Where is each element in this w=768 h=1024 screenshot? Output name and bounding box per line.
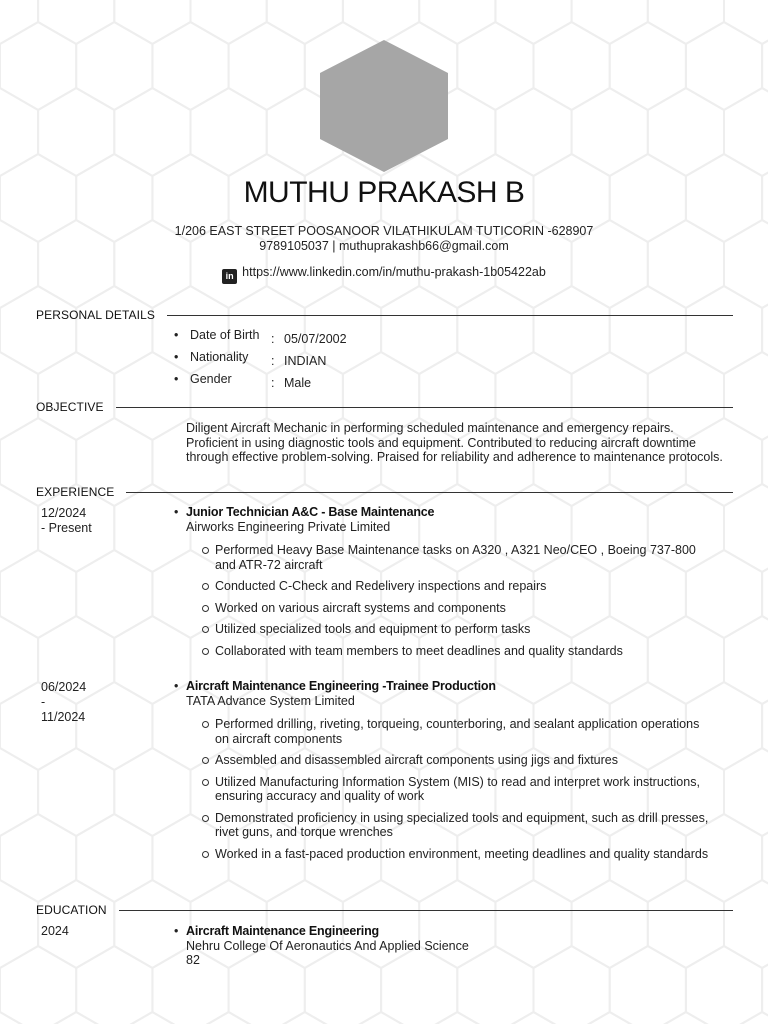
linkedin-icon: in <box>222 269 237 284</box>
job-date-separator: - <box>41 695 46 709</box>
list-item <box>215 753 715 768</box>
job-date <box>41 506 92 535</box>
job-entry <box>174 679 734 708</box>
task-text: Demonstrated proficiency in using specialized tools and equipment, such as drill presses, rivet guns, and torque wrenches <box>215 810 709 839</box>
circle-bullet-icon <box>202 779 209 786</box>
job-title: Aircraft Maintenance Engineering -Trainee Production <box>186 679 496 693</box>
section-title: EXPERIENCE <box>36 485 115 499</box>
job-entry <box>174 505 734 534</box>
list-item <box>215 847 715 862</box>
job-title-row <box>174 505 734 520</box>
job-date-end: 11/2024 <box>41 710 86 724</box>
detail-value: Male <box>284 376 312 390</box>
section-title: PERSONAL DETAILS <box>36 308 155 322</box>
list-item <box>215 579 715 594</box>
circle-bullet-icon <box>202 605 209 612</box>
task-text: Performed drilling, riveting, torqueing, counterboring, and sealant application operations on aircraft components <box>215 717 700 746</box>
job-title: Junior Technician A&C - Base Maintenance <box>186 505 435 519</box>
list-item <box>215 811 715 840</box>
bullet-icon: • <box>174 505 179 519</box>
section-divider <box>126 492 733 493</box>
list-item <box>215 601 715 616</box>
contact-separator: | <box>332 239 336 253</box>
detail-colon: : <box>271 354 275 368</box>
section-title: EDUCATION <box>36 903 107 917</box>
degree-title: Aircraft Maintenance Engineering <box>186 924 379 938</box>
list-item <box>215 622 715 637</box>
detail-colon: : <box>271 376 275 390</box>
list-item <box>215 543 715 572</box>
education-entry <box>174 924 734 968</box>
circle-bullet-icon <box>202 626 209 633</box>
circle-bullet-icon <box>202 721 209 728</box>
detail-key: Nationality <box>190 350 249 364</box>
circle-bullet-icon <box>202 547 209 554</box>
list-item <box>215 775 715 804</box>
linkedin-line <box>0 265 768 284</box>
bullet-icon: • <box>174 350 179 364</box>
education-score: 82 <box>186 953 200 967</box>
list-item <box>215 644 715 659</box>
job-company: Airworks Engineering Private Limited <box>186 519 391 534</box>
section-experience <box>36 484 733 500</box>
section-divider <box>167 315 733 316</box>
detail-value: INDIAN <box>284 354 327 368</box>
bullet-icon: • <box>174 679 179 693</box>
address: 1/206 EAST STREET POOSANOOR VILATHIKULAM TUTICORIN -628907 <box>174 224 594 238</box>
bullet-icon: • <box>174 328 179 342</box>
task-text: Worked on various aircraft systems and components <box>215 600 506 615</box>
phone: 9789105037 <box>259 239 329 253</box>
task-text: Conducted C-Check and Redelivery inspections and repairs <box>215 579 547 593</box>
profile-photo-placeholder-icon <box>320 40 448 172</box>
section-divider <box>119 910 733 911</box>
detail-key: Gender <box>190 372 232 386</box>
section-divider <box>116 407 733 408</box>
job-date-start: 12/2024 <box>41 506 87 520</box>
section-personal-details <box>36 307 733 323</box>
task-text: Collaborated with team members to meet deadlines and quality standards <box>215 643 623 658</box>
degree-row <box>174 924 734 939</box>
phone-email-line <box>0 239 768 253</box>
job-date-end: - Present <box>41 520 92 535</box>
education-year: 2024 <box>41 924 69 938</box>
task-text: Performed Heavy Base Maintenance tasks on A320 , A321 Neo/CEO , Boeing 737-800 and ATR-72 aircraft <box>215 543 696 572</box>
circle-bullet-icon <box>202 851 209 858</box>
bullet-icon: • <box>174 372 179 386</box>
linkedin-url[interactable]: https://www.linkedin.com/in/muthu-prakash-1b05422ab <box>242 265 546 279</box>
institution: Nehru College Of Aeronautics And Applied Science <box>186 938 469 953</box>
email[interactable]: muthuprakashb66@gmail.com <box>339 239 509 253</box>
detail-value: 05/07/2002 <box>284 332 347 346</box>
job-date-start: 06/2024 <box>41 680 87 694</box>
list-item <box>215 717 715 746</box>
bullet-icon: • <box>174 924 179 938</box>
candidate-name: MUTHU PRAKASH B <box>243 176 525 209</box>
job-company: TATA Advance System Limited <box>186 693 355 708</box>
job-date <box>41 680 86 725</box>
task-text: Worked in a fast-paced production environment, meeting deadlines and quality standards <box>215 846 709 861</box>
task-text: Utilized specialized tools and equipment to perform tasks <box>215 622 531 636</box>
job-task-list <box>215 543 715 658</box>
section-title: OBJECTIVE <box>36 400 104 414</box>
circle-bullet-icon <box>202 757 209 764</box>
job-title-row <box>174 679 734 694</box>
section-education <box>36 902 733 918</box>
job-task-list <box>215 717 715 861</box>
circle-bullet-icon <box>202 583 209 590</box>
detail-colon: : <box>271 332 275 346</box>
circle-bullet-icon <box>202 648 209 655</box>
section-objective <box>36 399 733 415</box>
task-text: Assembled and disassembled aircraft components using jigs and fixtures <box>215 753 618 767</box>
detail-key: Date of Birth <box>190 328 260 342</box>
circle-bullet-icon <box>202 815 209 822</box>
objective-text: Diligent Aircraft Mechanic in performing scheduled maintenance and emergency repairs. Proficient in using diagnostic tools and equipment. Contributed to reducing aircraft downtime through effective problem-solving. Praised for reliability and adherence to maintenance protocols. <box>186 421 723 464</box>
task-text: Utilized Manufacturing Information System (MIS) to read and interpret work instructions, ensuring accuracy and quality of work <box>215 774 700 803</box>
